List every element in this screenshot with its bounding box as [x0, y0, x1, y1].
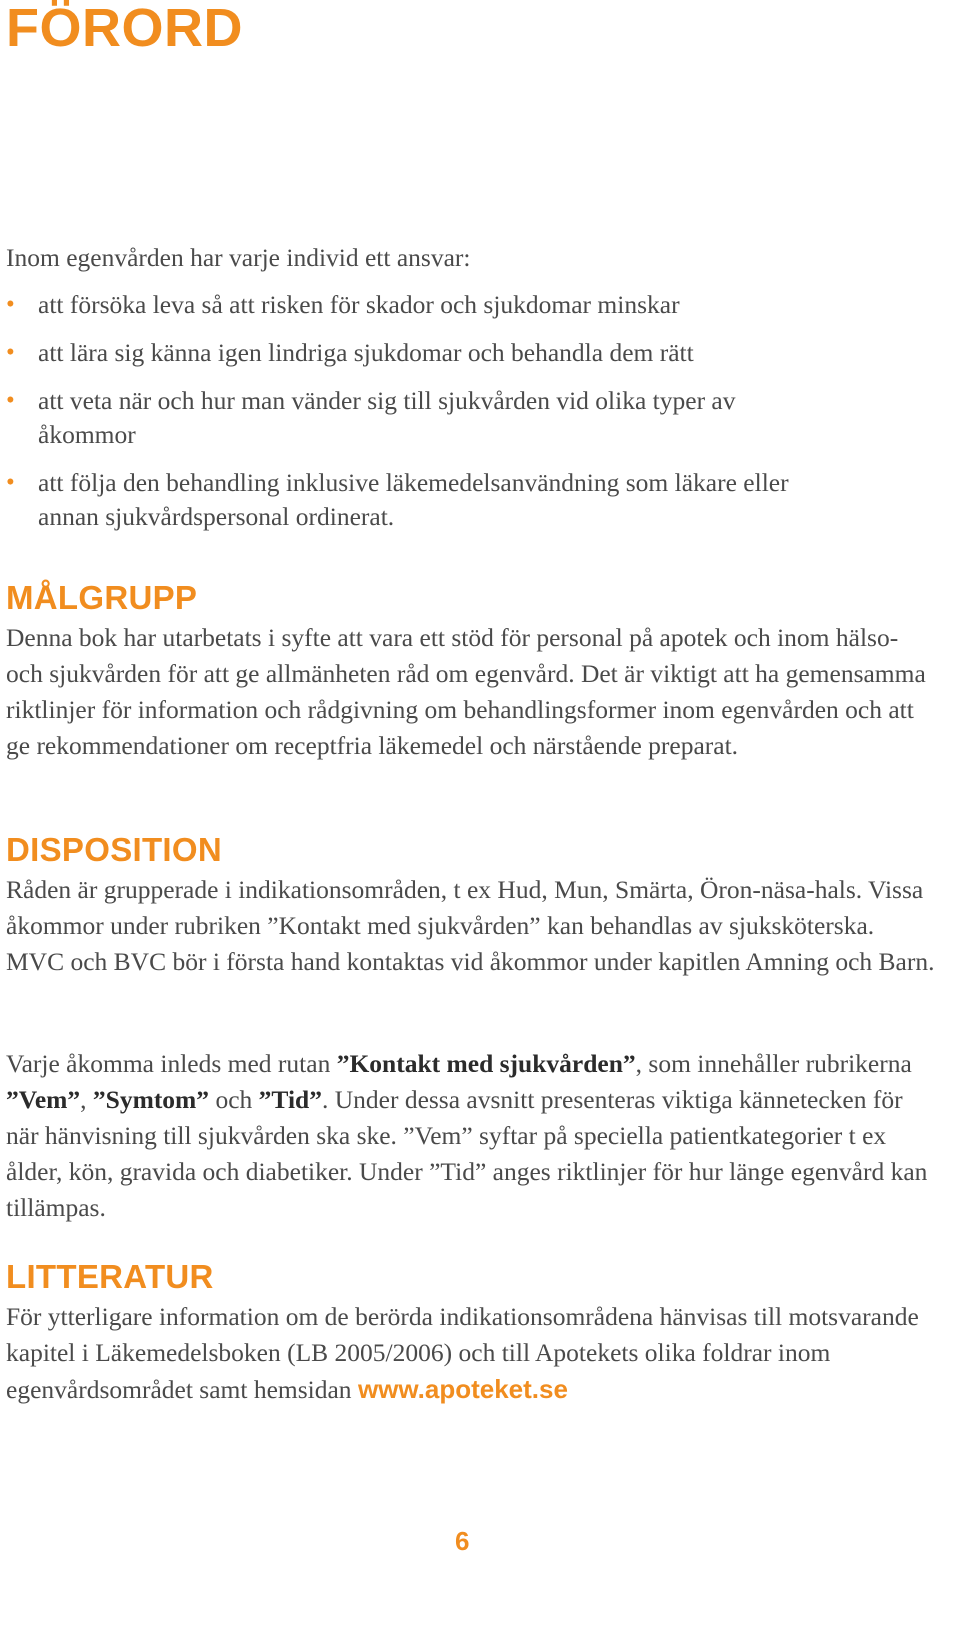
text-segment: För ytterligare information om de berörda indikationsområdena hänvisas till motsvarande kapitel i Läkemedelsboken (LB 2005/2006) och till Apotekets olika foldrar inom egenvårdsområdet samt hemsidan: [6, 1302, 919, 1404]
list-item: [0, 336, 930, 370]
emphasis-symtom: ”Symtom”: [92, 1085, 210, 1114]
section-heading-malgrupp: MÅLGRUPP: [6, 579, 198, 616]
apoteket-link[interactable]: www.apoteket.se: [357, 1374, 568, 1404]
responsibility-list: [0, 288, 930, 548]
bullet-icon: •: [6, 387, 15, 414]
emphasis-vem: ”Vem”: [6, 1085, 81, 1114]
disposition-paragraph: Råden är grupperade i indikationsområden, t ex Hud, Mun, Smärta, Öron-näsa-hals. Vissa åkommor under rubriken ”Kontakt med sjukvården” kan behandlas av sjuksköterska. MVC och BVC bör i första hand kontaktas vid åkommor under kapitlen Amning och Barn.: [6, 875, 935, 976]
bullet-icon: •: [6, 291, 15, 318]
section-heading-litteratur: LITTERATUR: [6, 1258, 214, 1295]
section-heading-disposition: DISPOSITION: [6, 831, 222, 868]
list-item-text: att följa den behandling inklusive läkemedelsanvändning som läkare eller annan sjukvårdspersonal ordinerat.: [38, 468, 789, 531]
text-segment: ,: [80, 1085, 93, 1114]
list-item: [0, 384, 798, 452]
text-segment: och: [209, 1085, 259, 1114]
bullet-icon: •: [6, 339, 15, 366]
emphasis-kontakt: ”Kontakt med sjukvården”: [336, 1049, 636, 1078]
text-segment: Varje åkomma inleds med rutan: [6, 1049, 337, 1078]
bullet-icon: •: [6, 469, 15, 496]
intro-lead: Inom egenvården har varje individ ett ansvar:: [6, 243, 471, 272]
list-item-text: att försöka leva så att risken för skador och sjukdomar minskar: [38, 290, 680, 319]
text-segment: , som innehåller rubrikerna: [635, 1049, 912, 1078]
list-item: [0, 288, 930, 322]
disposition-paragraph-2: [6, 1046, 936, 1226]
page-number: 6: [455, 1526, 470, 1556]
litteratur-paragraph: [6, 1299, 936, 1408]
emphasis-tid: ”Tid”: [258, 1085, 322, 1114]
text-segment: . Under dessa avsnitt presenteras viktiga kännetecken för när hänvisning till sjukvården ska ske. ”Vem” syftar på speciella patientkategorier t ex ålder, kön, gravida och diabetiker. Under ”Tid” anges riktlinjer för hur länge egenvård kan tillämpas.: [6, 1085, 928, 1222]
malgrupp-paragraph: Denna bok har utarbetats i syfte att vara ett stöd för personal på apotek och inom hälso- och sjukvården för att ge allmänheten råd om egenvård. Det är viktigt att ha gemensamma riktlinjer för information och rådgivning om behandlingsformer inom egenvården och att ge rekommendationer om receptfria läkemedel och närstående preparat.: [6, 623, 926, 760]
list-item-text: att veta när och hur man vänder sig till sjukvården vid olika typer av åkommor: [38, 386, 736, 449]
list-item: [0, 466, 798, 534]
page-title: FÖRORD: [6, 0, 243, 58]
list-item-text: att lära sig känna igen lindriga sjukdomar och behandla dem rätt: [38, 338, 694, 367]
